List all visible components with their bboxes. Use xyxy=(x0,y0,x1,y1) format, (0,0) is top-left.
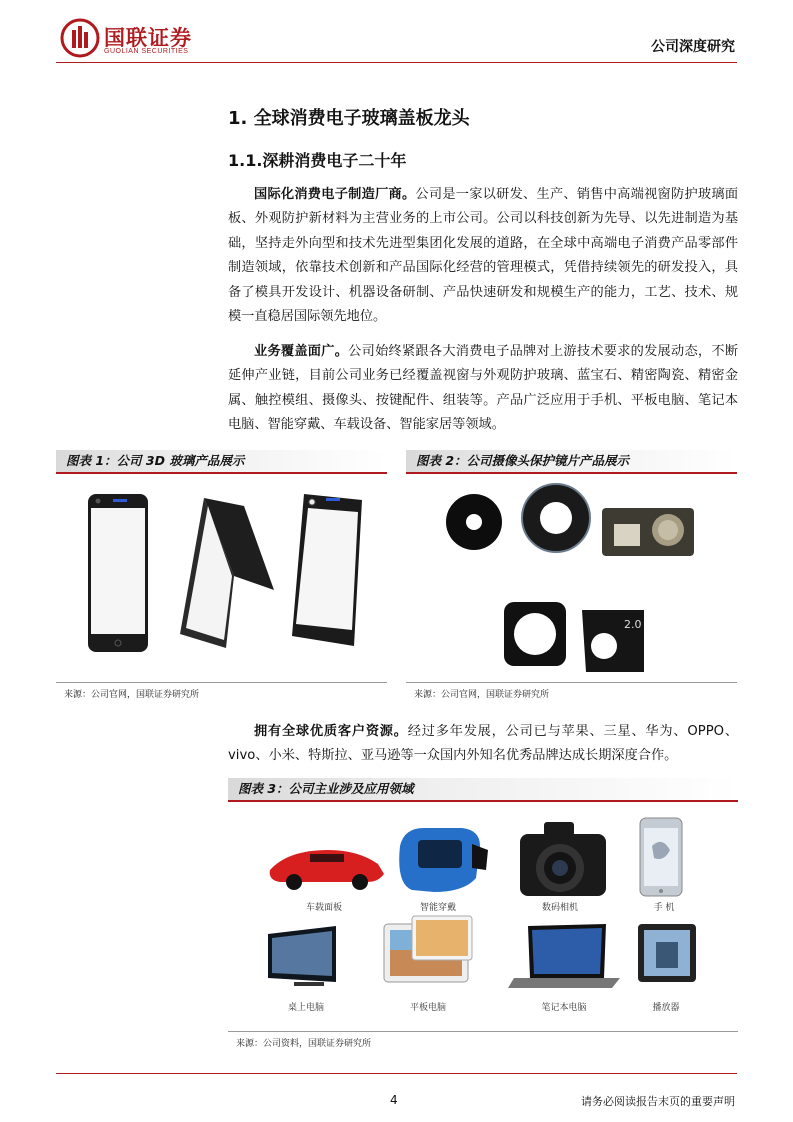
camera-module-icon xyxy=(602,508,694,556)
footer-rule xyxy=(56,1073,737,1074)
lens-ring-icon xyxy=(522,484,590,552)
paragraph-line: 经过多年发展，公司已与苹果、三星、华为、OPPO、vivo、 xyxy=(228,724,739,764)
header-rule xyxy=(56,62,737,63)
logo-text-en: GUOLIAN SECURITIES xyxy=(104,48,189,55)
figure-3-rule xyxy=(228,1031,738,1032)
figure-1-rule xyxy=(56,682,387,683)
figure-2-title: 图表 2：公司摄像头保护镜片产品展示 xyxy=(406,450,737,472)
mobile-phone-icon xyxy=(640,818,682,896)
digital-camera-icon xyxy=(520,822,606,896)
subsection-heading: 1.1.深耕消费电子二十年 xyxy=(228,151,407,170)
document-type: 公司深度研究 xyxy=(651,39,735,55)
paragraph-line: 密金属、触控模组、摄像头、按键配件、组装等。产品广泛应用于手机、平板电脑、 xyxy=(228,368,739,408)
paragraph-lead: 拥有全球优质客户资源。 xyxy=(254,724,408,739)
caption-car-panel: 车载面板 xyxy=(305,903,343,913)
figure-1-title-rule xyxy=(56,472,387,474)
sports-car-icon xyxy=(270,850,384,890)
curved-glass-icon xyxy=(180,498,274,648)
smart-band-icon xyxy=(399,828,488,892)
paragraph-line: 笔记本电脑、智能穿戴、车载设备、智能家居等领域。 xyxy=(228,392,739,433)
figure-3-title-rule xyxy=(228,800,738,802)
caption-camera: 数码相机 xyxy=(541,903,579,913)
guolian-logo-icon xyxy=(60,18,100,58)
svg-text:2.0: 2.0 xyxy=(624,618,642,631)
caption-tablet: 平板电脑 xyxy=(409,1003,447,1013)
phone-angled-icon xyxy=(292,494,362,646)
lens-ring-icon xyxy=(446,494,502,550)
lens-plate-icon xyxy=(582,610,644,672)
section-heading: 1. 全球消费电子玻璃盖板龙头 xyxy=(228,108,470,129)
tablet-icon xyxy=(384,916,472,982)
paragraph-line: 公司是一家以研发、生产、销售中高端视窗防护玻璃 xyxy=(415,187,725,202)
caption-phone: 手 机 xyxy=(653,903,675,913)
caption-laptop: 笔记本电脑 xyxy=(541,1003,587,1013)
paragraph-line: 断延伸产业链，目前公司业务已经覆盖视窗与外观防护玻璃、蓝宝石、精密陶瓷、精 xyxy=(228,344,739,384)
logo-text-cn: 国联证券 xyxy=(104,26,192,50)
figure-2-image xyxy=(406,478,737,678)
paragraph-line: 面板、外观防护新材料为主营业务的上市公司。公司以科技创新为先导、以先进制造 xyxy=(228,187,738,227)
paragraph-line: 零部件制造领域，依靠技术创新和产品国际化经营的管理模式，凭借持续领先的研发 xyxy=(228,235,739,276)
laptop-icon xyxy=(508,924,620,988)
caption-wearable: 智能穿戴 xyxy=(419,903,457,913)
desktop-monitor-icon xyxy=(268,926,336,986)
paragraph-line: 公司始终紧跟各大消费电子品牌对上游技术要求的发展动态，不 xyxy=(348,344,725,359)
caption-desktop: 桌上电脑 xyxy=(287,1003,325,1013)
figure-1-title: 图表 1：公司 3D 玻璃产品展示 xyxy=(56,450,387,472)
paragraph-lead: 国际化消费电子制造厂商。 xyxy=(254,187,416,202)
figure-1-image xyxy=(56,478,387,678)
figure-3-source: 来源：公司资料，国联证券研究所 xyxy=(236,1039,372,1049)
figure-3-image xyxy=(228,806,738,1028)
figure-2-rule xyxy=(406,682,737,683)
figure-3-title: 图表 3：公司主业涉及应用领域 xyxy=(228,778,738,800)
paragraph-business-coverage xyxy=(228,340,738,438)
square-lens-cover-icon xyxy=(504,602,566,666)
paragraph-line: 为基础，坚持走外向型和技术先进型集团化发展的道路，在全球中高端电子消费产品 xyxy=(228,211,739,251)
paragraph-lead: 业务覆盖面广。 xyxy=(254,344,349,359)
figure-2-title-rule xyxy=(406,472,737,474)
paragraph-line: 投入，具备了模具开发设计、机器设备研制、产品快速研发和规模生产的能力，工艺、 xyxy=(228,260,739,300)
paragraph-line: 小米、特斯拉、亚马逊等一众国内外知名优秀品牌达成长期深度合作。 xyxy=(268,748,678,764)
caption-player: 播放器 xyxy=(652,1003,680,1013)
figure-1-source: 来源：公司官网，国联证券研究所 xyxy=(64,690,200,700)
page-number: 4 xyxy=(390,1093,398,1107)
media-player-icon xyxy=(638,924,696,982)
phone-front-icon xyxy=(88,494,148,652)
paragraph-intl-manufacturer xyxy=(228,183,738,329)
figure-2-source: 来源：公司官网，国联证券研究所 xyxy=(414,690,550,700)
paragraph-global-customers xyxy=(228,720,738,769)
disclaimer-note: 请务必阅读报告末页的重要声明 xyxy=(581,1095,735,1108)
paragraph-line: 技术、规模一直稳居国际领先地位。 xyxy=(228,284,739,325)
